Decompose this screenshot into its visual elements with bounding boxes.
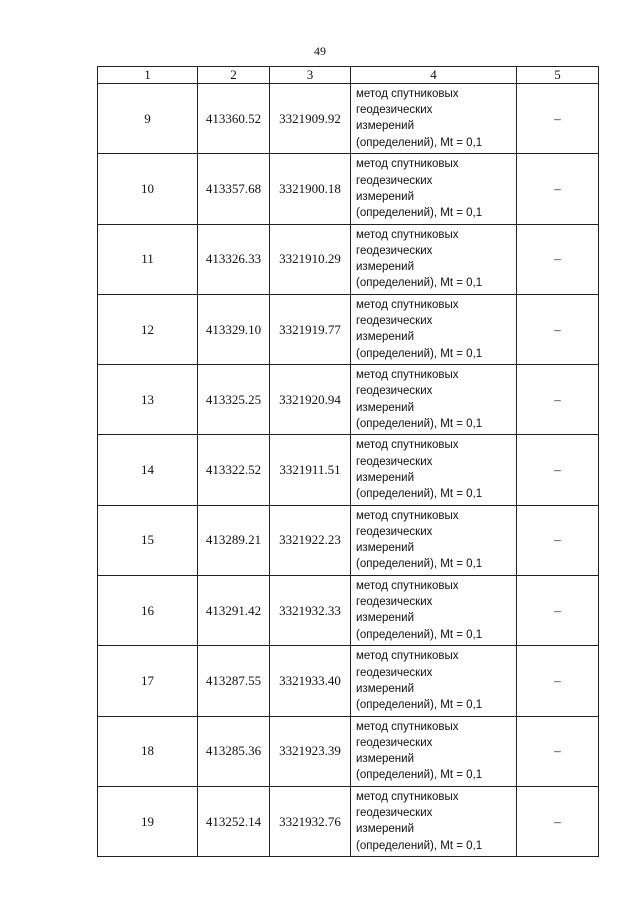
- method-cell: [351, 224, 517, 294]
- method-line: измерений: [356, 612, 414, 625]
- method-line: метод спутниковых: [356, 369, 459, 382]
- method-line: измерений: [356, 190, 414, 203]
- point-number-cell: 15: [98, 505, 198, 575]
- method-line: (определений), Mt = 0,1: [356, 136, 483, 149]
- table-row: [98, 365, 599, 435]
- method-line: (определений), Mt = 0,1: [356, 417, 483, 430]
- method-line: измерений: [356, 261, 414, 273]
- point-number-cell: 13: [98, 365, 198, 435]
- coordinate-x-cell: 413287.55: [198, 646, 270, 716]
- table-body: [98, 84, 599, 857]
- point-number-cell: 18: [98, 716, 198, 786]
- method-line: (определений), Mt = 0,1: [356, 277, 483, 290]
- coordinate-y-cell: 3321922.23: [270, 505, 351, 575]
- coordinate-x-cell: 413360.52: [198, 84, 270, 154]
- coordinate-y-cell: 3321910.29: [270, 224, 351, 294]
- coordinate-y-cell: 3321920.94: [270, 365, 351, 435]
- method-line: измерений: [356, 682, 414, 695]
- method-cell: [351, 786, 517, 856]
- table-row: [98, 505, 599, 575]
- coordinate-x-cell: 413289.21: [198, 505, 270, 575]
- method-line: геодезических: [356, 385, 433, 398]
- coordinate-y-cell: 3321933.40: [270, 646, 351, 716]
- table-row: [98, 84, 599, 154]
- table-row: [98, 716, 599, 786]
- coordinate-y-cell: 3321900.18: [270, 154, 351, 224]
- method-line: метод спутниковых: [356, 580, 459, 593]
- point-number-cell: 16: [98, 576, 198, 646]
- coordinate-x-cell: 413325.25: [198, 365, 270, 435]
- table-row: [98, 154, 599, 224]
- method-cell: [351, 576, 517, 646]
- point-number-cell: 10: [98, 154, 198, 224]
- coordinate-x-cell: 413322.52: [198, 435, 270, 505]
- method-line: измерений: [356, 401, 414, 414]
- method-line: геодезических: [356, 315, 433, 328]
- table-row: [98, 224, 599, 294]
- method-cell: [351, 716, 517, 786]
- point-number-cell: 17: [98, 646, 198, 716]
- coordinates-table: [97, 66, 599, 857]
- method-line: метод спутниковых: [356, 650, 459, 663]
- point-number-cell: 19: [98, 786, 198, 856]
- method-line: геодезических: [356, 174, 433, 187]
- method-line: (определений), Mt = 0,1: [356, 769, 483, 782]
- method-line: (определений), Mt = 0,1: [356, 558, 483, 571]
- page-number: 49: [314, 44, 326, 58]
- method-line: (определений), Mt = 0,1: [356, 488, 483, 501]
- method-line: геодезических: [356, 807, 433, 820]
- method-line: метод спутниковых: [356, 720, 459, 733]
- method-line: измерений: [356, 331, 414, 344]
- method-cell: [351, 505, 517, 575]
- method-line: измерений: [356, 823, 414, 836]
- method-line: метод спутниковых: [356, 439, 459, 452]
- table-row: [98, 576, 599, 646]
- column-header-1: 1: [98, 67, 198, 84]
- note-cell: –: [517, 224, 599, 294]
- method-line: геодезических: [356, 244, 433, 257]
- note-cell: –: [517, 84, 599, 154]
- method-line: (определений), Mt = 0,1: [356, 347, 483, 360]
- method-line: измерений: [356, 753, 414, 766]
- coordinate-x-cell: 413291.42: [198, 576, 270, 646]
- method-line: метод спутниковых: [356, 158, 459, 171]
- method-line: геодезических: [356, 736, 433, 749]
- coordinate-x-cell: 413252.14: [198, 786, 270, 856]
- column-header-3: 3: [270, 67, 351, 84]
- note-cell: –: [517, 365, 599, 435]
- method-line: (определений), Mt = 0,1: [356, 839, 483, 852]
- method-cell: [351, 154, 517, 224]
- coordinate-x-cell: 413329.10: [198, 294, 270, 364]
- coordinate-x-cell: 413357.68: [198, 154, 270, 224]
- method-line: измерений: [356, 120, 414, 133]
- method-line: (определений), Mt = 0,1: [356, 628, 483, 641]
- note-cell: –: [517, 716, 599, 786]
- note-cell: –: [517, 646, 599, 716]
- method-line: геодезических: [356, 525, 433, 538]
- method-line: метод спутниковых: [356, 509, 459, 522]
- point-number-cell: 14: [98, 435, 198, 505]
- table-row: [98, 435, 599, 505]
- method-line: (определений), Mt = 0,1: [356, 698, 483, 711]
- table-row: [98, 294, 599, 364]
- note-cell: –: [517, 786, 599, 856]
- coordinate-y-cell: 3321932.76: [270, 786, 351, 856]
- method-line: измерений: [356, 542, 414, 555]
- note-cell: –: [517, 154, 599, 224]
- coordinate-x-cell: 413285.36: [198, 716, 270, 786]
- method-line: геодезических: [356, 596, 433, 609]
- method-line: геодезических: [356, 104, 433, 117]
- note-cell: –: [517, 294, 599, 364]
- method-line: измерений: [356, 471, 414, 484]
- coordinate-x-cell: 413326.33: [198, 224, 270, 294]
- coordinate-y-cell: 3321923.39: [270, 716, 351, 786]
- table-row: [98, 646, 599, 716]
- column-header-4: 4: [351, 67, 517, 84]
- point-number-cell: 11: [98, 224, 198, 294]
- method-line: геодезических: [356, 455, 433, 468]
- method-line: метод спутниковых: [356, 790, 459, 803]
- method-line: метод спутниковых: [356, 298, 459, 311]
- method-cell: [351, 84, 517, 154]
- column-header-2: 2: [198, 67, 270, 84]
- method-cell: [351, 435, 517, 505]
- coordinate-y-cell: 3321919.77: [270, 294, 351, 364]
- header-row: [98, 67, 599, 84]
- method-line: метод спутниковых: [356, 88, 459, 100]
- method-cell: [351, 294, 517, 364]
- method-cell: [351, 646, 517, 716]
- column-header-5: 5: [517, 67, 599, 84]
- coordinate-y-cell: 3321911.51: [270, 435, 351, 505]
- method-cell: [351, 365, 517, 435]
- coordinate-y-cell: 3321932.33: [270, 576, 351, 646]
- note-cell: –: [517, 576, 599, 646]
- coordinate-y-cell: 3321909.92: [270, 84, 351, 154]
- note-cell: –: [517, 435, 599, 505]
- table-row: [98, 786, 599, 856]
- method-line: (определений), Mt = 0,1: [356, 206, 483, 219]
- method-line: метод спутниковых: [356, 228, 459, 241]
- note-cell: –: [517, 505, 599, 575]
- method-line: геодезических: [356, 666, 433, 679]
- point-number-cell: 9: [98, 84, 198, 154]
- point-number-cell: 12: [98, 294, 198, 364]
- table-header: [98, 67, 599, 84]
